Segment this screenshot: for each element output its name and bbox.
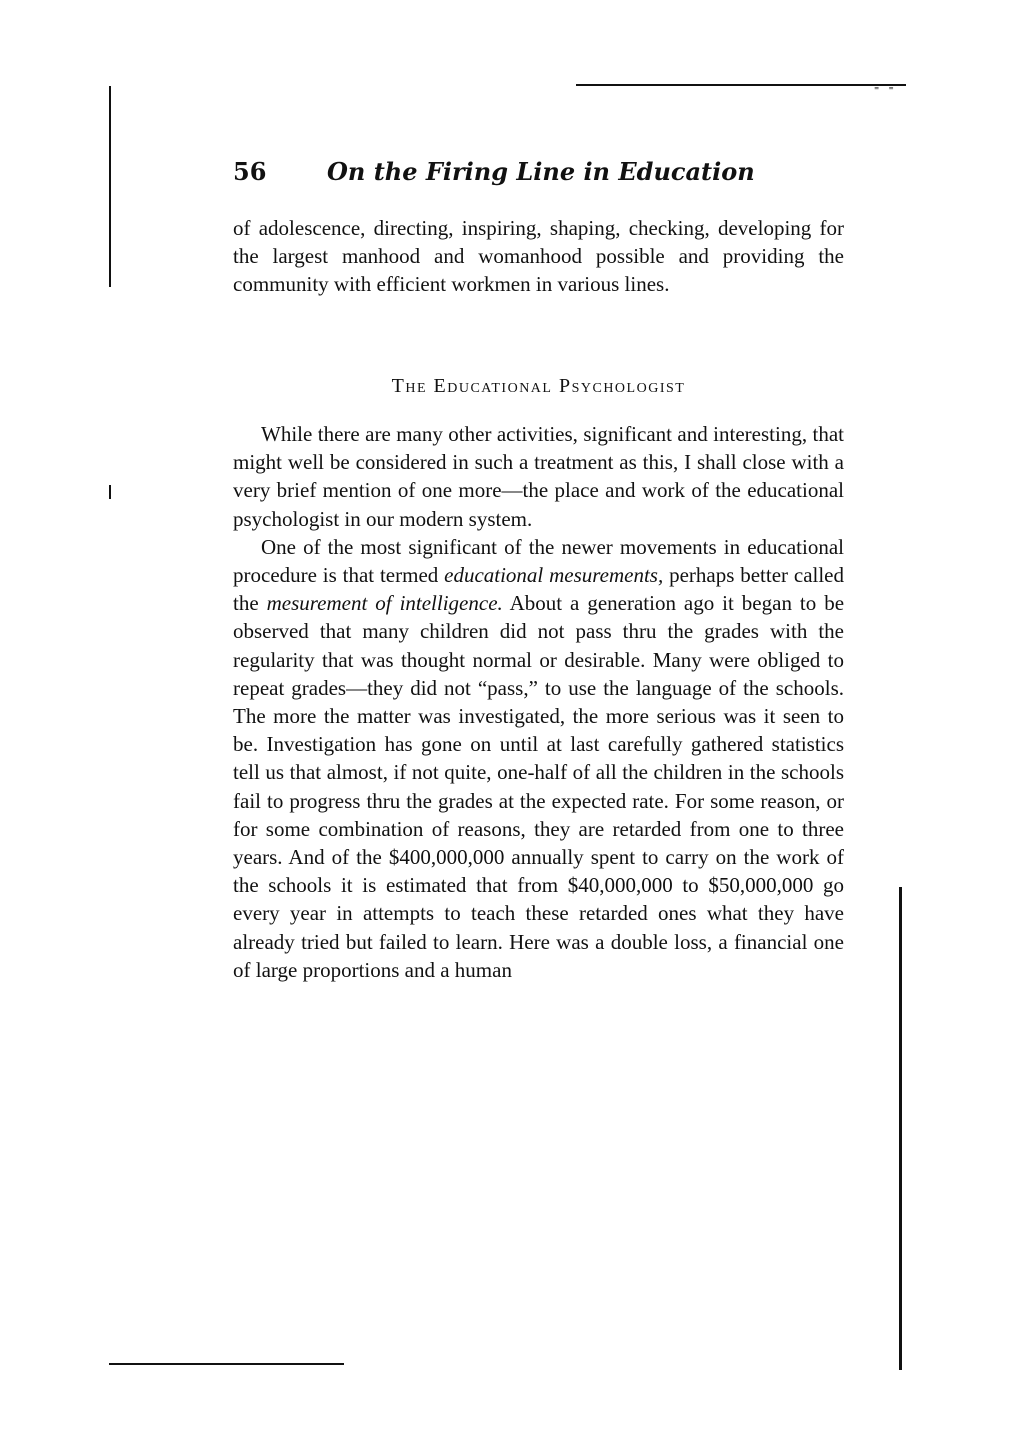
top-scan-rule xyxy=(576,84,906,86)
paragraph-2-part-3: About a generation ago it began to be observed that many children did not pass thru the grades with the regularity that was thought normal or desirable. Many were obliged to repeat grades—they did not “pass,” to use the language of the schools. The more the matter was investigated, the more serious was it seen to be. Investigation has gone on until at last carefully gathered statistics tell us that almost, if not quite, one-half of all the children in the schools fail to progress thru the grades at the expected rate. For some reason, or for some combination of reasons, they are retarded from one to three years. And of the $400,000,000 annually spent to carry on the work of the schools it is estimated that from $40,000,000 to $50,000,000 go every year in attempts to teach these retarded ones what they have already tried but failed to learn. Here was a double loss, a financial one of large proportions and a human xyxy=(233,591,845,982)
paragraph-2-part-2: perhaps better called the xyxy=(233,563,845,616)
running-head xyxy=(233,152,853,192)
section-heading: The Educational Psychologist xyxy=(391,375,686,397)
continued-paragraph-block xyxy=(233,214,844,299)
bottom-scan-rule xyxy=(109,1363,344,1365)
left-scan-rule-lower xyxy=(109,485,111,499)
book-title: On the Firing Line in Education xyxy=(327,157,755,186)
continued-paragraph: of adolescence, directing, inspiring, shaping, checking, developing for the largest manhood and womanhood possible and providing the community with efficient workmen in various lines. xyxy=(233,216,844,297)
page-number: 56 xyxy=(233,157,267,186)
term-mesurement-of-intelligence: mesurement of intelligence. xyxy=(266,591,503,616)
paragraph-2-part-1: One of the most significant of the newer movements in educational procedure is that termed xyxy=(233,534,844,588)
paragraph-1: While there are many other activities, significant and interesting, that might well be considered in such a treatment as this, I shall close with a very brief mention of one more—the place and work of the educational psychologist in our modern system. xyxy=(233,422,844,531)
term-educational-mesurements: educational mesurements, xyxy=(444,563,664,588)
right-scan-rule xyxy=(899,887,902,1370)
section-body xyxy=(233,420,844,984)
left-scan-rule-upper xyxy=(109,86,111,287)
margin-mark: ⁼ ⁼ xyxy=(873,83,895,97)
paragraph-2 xyxy=(233,533,844,984)
